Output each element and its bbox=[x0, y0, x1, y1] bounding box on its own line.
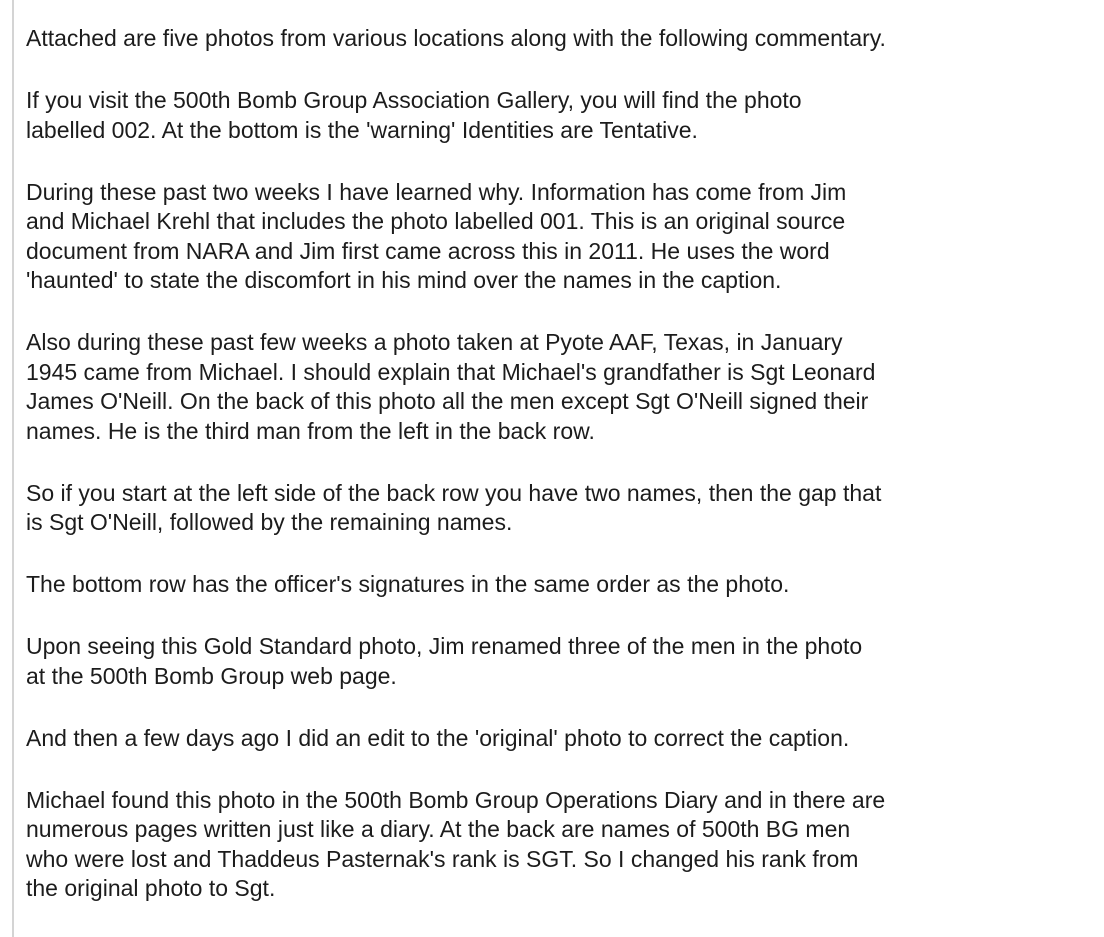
line: 1945 came from Michael. I should explain that Michael's grandfather is Sgt Leonard bbox=[26, 358, 876, 385]
paragraph-back-row bbox=[26, 479, 1086, 538]
line: names. He is the third man from the left in the back row. bbox=[26, 417, 595, 444]
line: at the 500th Bomb Group web page. bbox=[26, 662, 397, 689]
line: 'haunted' to state the discomfort in his mind over the names in the caption. bbox=[26, 267, 782, 293]
line: The bottom row has the officer's signatures in the same order as the photo. bbox=[26, 571, 790, 597]
line: And then a few days ago I did an edit to the 'original' photo to correct the caption. bbox=[26, 724, 850, 751]
line: Attached are five photos from various locations along with the following commentary. bbox=[26, 25, 886, 51]
line: is Sgt O'Neill, followed by the remaining names. bbox=[26, 509, 513, 535]
paragraph-intro bbox=[26, 24, 1086, 54]
line: Also during these past few weeks a photo taken at Pyote AAF, Texas, in January bbox=[26, 329, 843, 355]
paragraph-gallery bbox=[26, 86, 1086, 145]
paragraph-gold-standard bbox=[26, 632, 1086, 691]
post-body bbox=[26, 24, 1086, 904]
line: and Michael Krehl that includes the photo labelled 001. This is an original source bbox=[26, 208, 846, 234]
paragraph-pyote bbox=[26, 328, 1086, 446]
line: During these past two weeks I have learned why. Information has come from Jim bbox=[26, 178, 847, 205]
line: Michael found this photo in the 500th Bomb Group Operations Diary and in there are bbox=[26, 786, 886, 813]
paragraph-bottom-row bbox=[26, 570, 1086, 600]
line: labelled 002. At the bottom is the 'warning' Identities are Tentative. bbox=[26, 116, 698, 143]
paragraph-edit bbox=[26, 724, 1086, 754]
line: document from NARA and Jim first came across this in 2011. He uses the word bbox=[26, 237, 830, 264]
paragraph-past-weeks bbox=[26, 178, 1086, 296]
line: the original photo to Sgt. bbox=[26, 875, 276, 901]
line: numerous pages written just like a diary. At the back are names of 500th BG men bbox=[26, 816, 851, 842]
line: James O'Neill. On the back of this photo all the men except Sgt O'Neill signed their bbox=[26, 388, 869, 414]
paragraph-operations-diary bbox=[26, 786, 1086, 904]
line: who were lost and Thaddeus Pasternak's rank is SGT. So I changed his rank from bbox=[26, 845, 859, 872]
line: If you visit the 500th Bomb Group Association Gallery, you will find the photo bbox=[26, 87, 802, 113]
line: Upon seeing this Gold Standard photo, Jim renamed three of the men in the photo bbox=[26, 633, 863, 659]
line: So if you start at the left side of the back row you have two names, then the gap that bbox=[26, 479, 882, 506]
quote-border bbox=[12, 0, 14, 937]
